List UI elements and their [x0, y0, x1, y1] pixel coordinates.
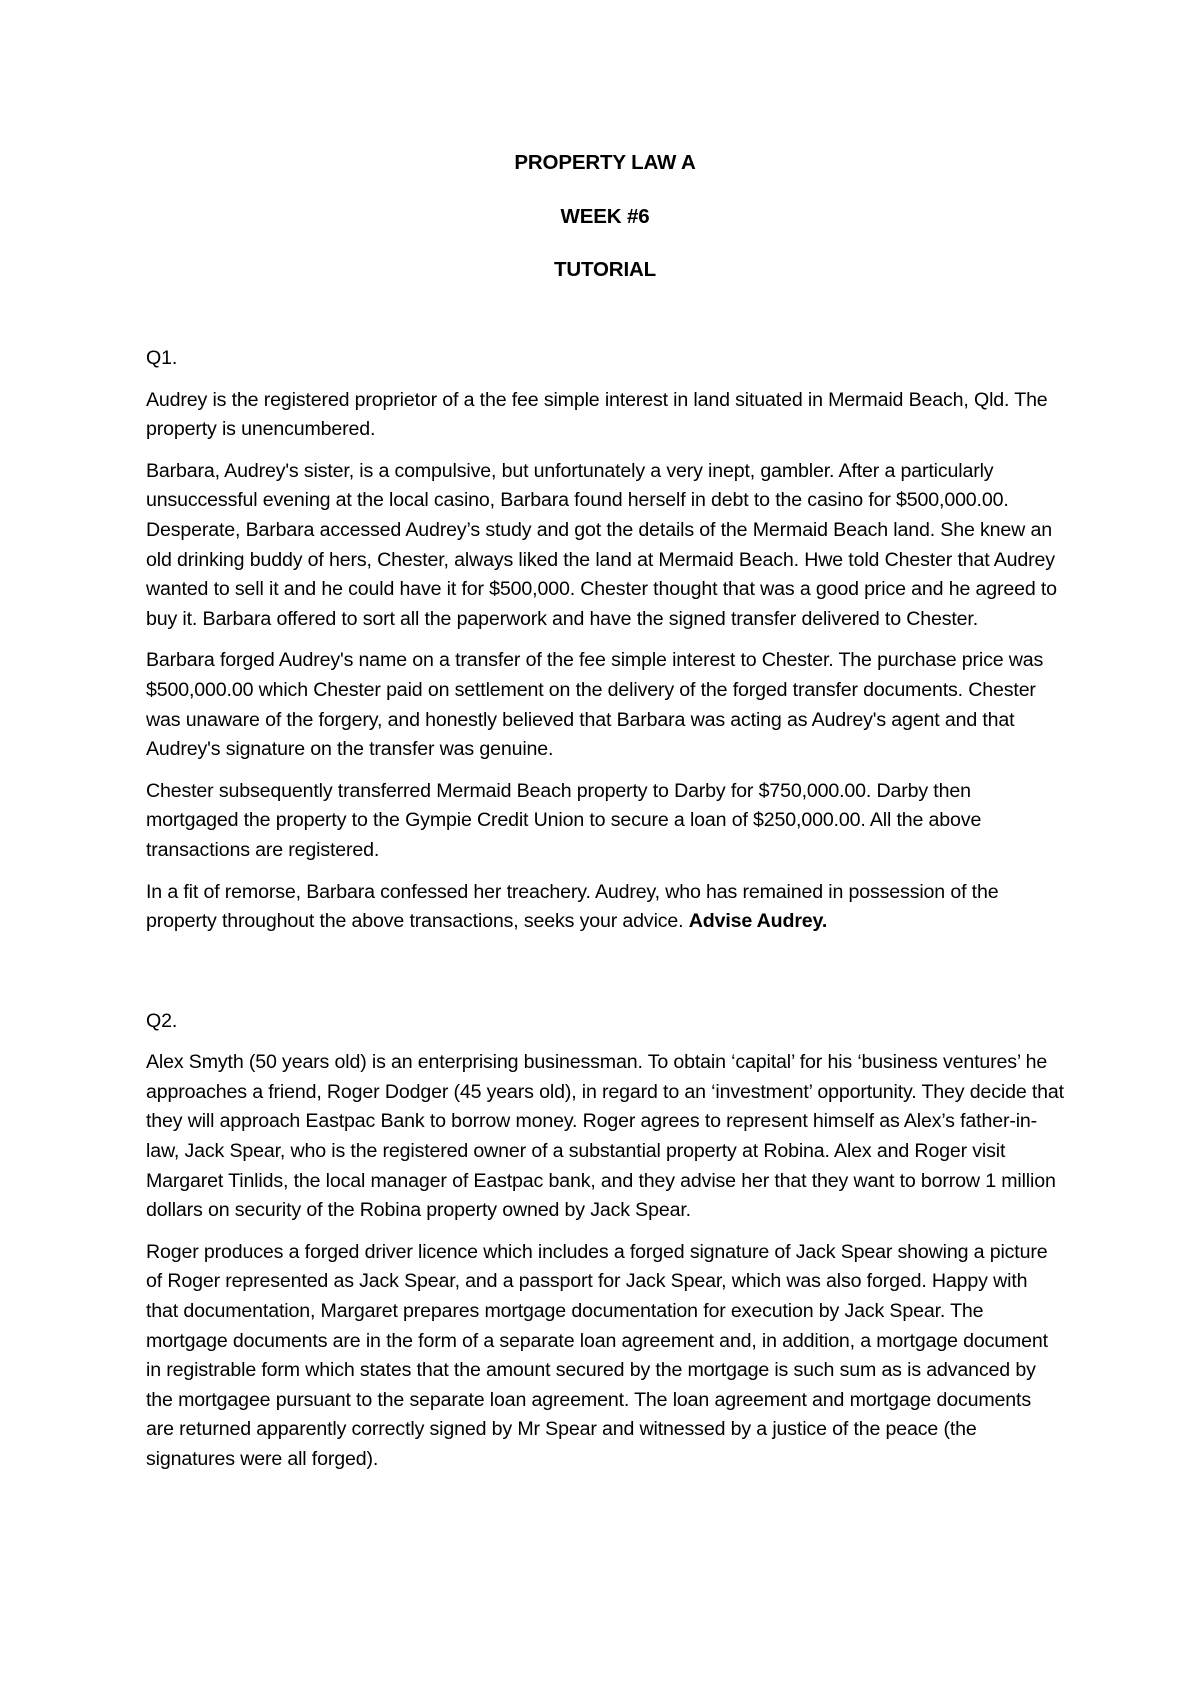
- title-block: [146, 148, 1064, 284]
- question-2: [146, 1007, 1064, 1475]
- q1-instruction: Advise Audrey.: [688, 910, 828, 933]
- q2-paragraph-1: Alex Smyth (50 years old) is an enterprising businessman. To obtain ‘capital’ for his ‘business ventures’ he approaches a friend, Roger Dodger (45 years old), in regard to an ‘investment’ opportunity. They decide that they will approach Eastpac Bank to borrow money. Roger agrees to represent himself as Alex’s father-in-law, Jack Spear, who is the registered owner of a substantial property at Robina. Alex and Roger visit Margaret Tinlids, the local manager of Eastpac bank, and they advise her that they want to borrow 1 million dollars on security of the Robina property owned by Jack Spear.: [146, 1051, 1064, 1222]
- q1-heading: Q1.: [146, 347, 178, 369]
- q2-heading: Q2.: [146, 1009, 178, 1032]
- q1-paragraph-5: [146, 878, 1064, 937]
- tutorial-title: TUTORIAL: [553, 258, 657, 281]
- q1-paragraph-5-text: In a fit of remorse, Barbara confessed her treachery. Audrey, who has remained in possession of the property throughout the above transactions, seeks your advice.: [146, 880, 999, 933]
- q1-paragraph-3: Barbara forged Audrey's name on a transfer of the fee simple interest to Chester. The purchase price was $500,000.00 which Chester paid on settlement on the delivery of the forged transfer documents. Chester was unaware of the forgery, and honestly believed that Barbara was acting as Audrey's agent and that Audrey's signature on the transfer was genuine.: [146, 649, 1044, 761]
- q1-paragraph-4: Chester subsequently transferred Mermaid Beach property to Darby for $750,000.00. Darby then mortgaged the property to the Gympie Credit Union to secure a loan of $250,000.00. All the above transactions are registered.: [146, 779, 982, 861]
- q2-paragraph-2: Roger produces a forged driver licence which includes a forged signature of Jack Spear showing a picture of Roger represented as Jack Spear, and a passport for Jack Spear, which was also forged. Happy with that documentation, Margaret prepares mortgage documentation for execution by Jack Spear. The mortgage documents are in the form of a separate loan agreement and, in addition, a mortgage document in registrable form which states that the amount secured by the mortgage is such sum as is advanced by the mortgagee pursuant to the separate loan agreement. The loan agreement and mortgage documents are returned apparently correctly signed by Mr Spear and witnessed by a justice of the peace (the signatures were all forged).: [146, 1240, 1048, 1470]
- course-title: PROPERTY LAW A: [514, 151, 696, 174]
- q1-paragraph-1: Audrey is the registered proprietor of a the fee simple interest in land situated in Mermaid Beach, Qld. The property is unencumbered.: [146, 388, 1048, 441]
- q1-paragraph-2: Barbara, Audrey's sister, is a compulsive, but unfortunately a very inept, gambler. After a particularly unsuccessful evening at the local casino, Barbara found herself in debt to the casino for $500,000.00. Desperate, Barbara accessed Audrey’s study and got the details of the Mermaid Beach land. She knew an old drinking buddy of hers, Chester, always liked the land at Mermaid Beach. Hwe told Chester that Audrey wanted to sell it and he could have it for $500,000. Chester thought that was a good price and he agreed to buy it. Barbara offered to sort all the paperwork and have the signed transfer delivered to Chester.: [146, 459, 1057, 630]
- week-title: WEEK #6: [560, 204, 650, 228]
- document-page: [146, 148, 1064, 1475]
- question-1: [146, 344, 1064, 937]
